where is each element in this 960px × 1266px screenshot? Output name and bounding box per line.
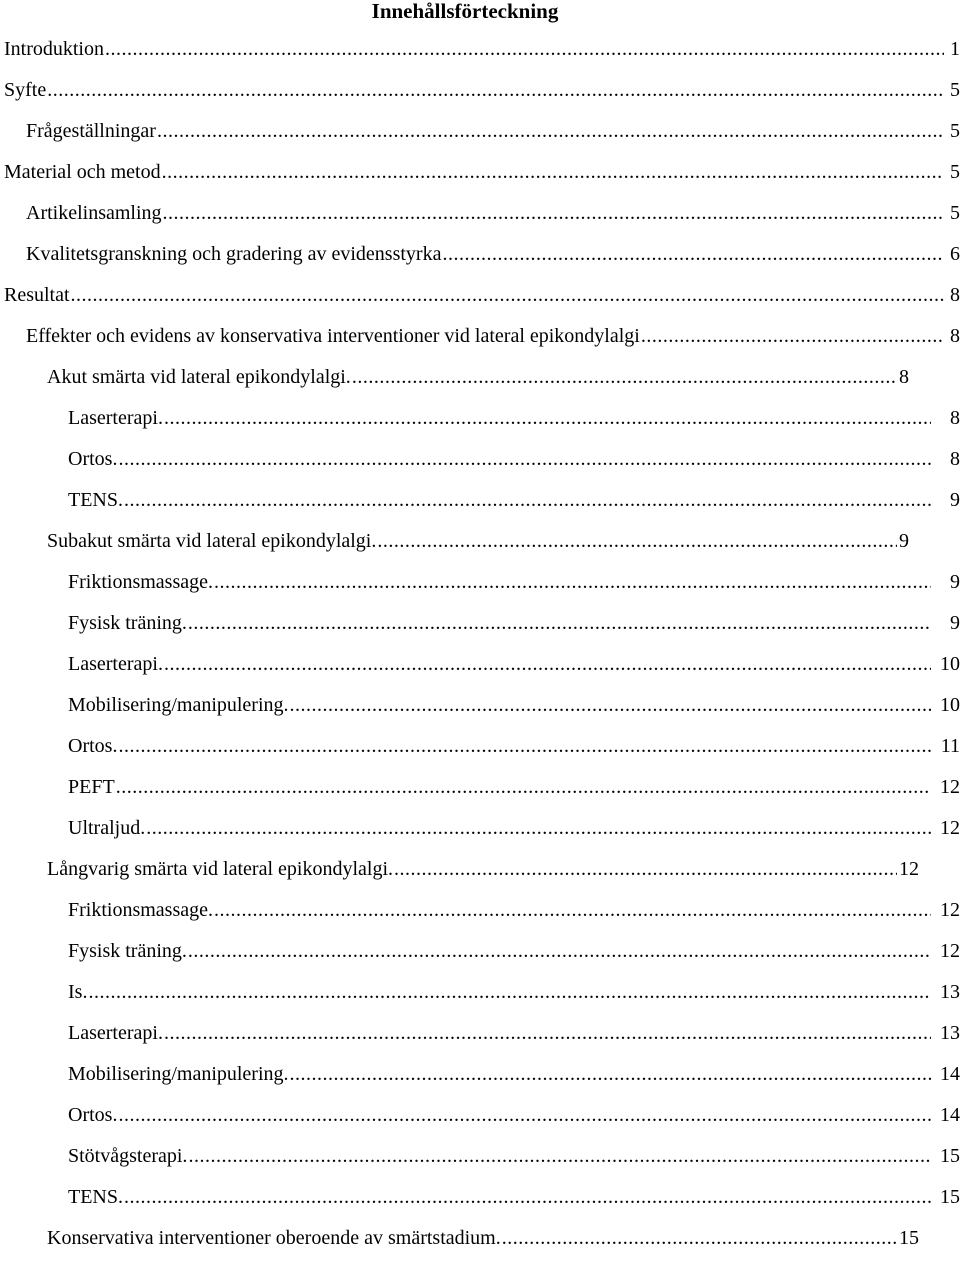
toc-entry-page-number: 12 [940,817,960,839]
dot-leader [188,610,931,636]
dot-leader [188,1143,931,1169]
toc-entry[interactable] [0,569,960,610]
toc-entry-page-number: 13 [940,981,960,1003]
toc-entry-text: Subakut smärta vid lateral epikondylalgi. [47,530,377,552]
toc-entry-text: Stötvågsterapi. [68,1145,188,1167]
dot-leader [164,651,931,677]
toc-entry[interactable] [0,282,960,323]
dot-leader [124,487,931,513]
toc-entry-text: Resultat [4,284,70,306]
dot-leader [124,1184,931,1210]
toc-entry-page-number: 15 [940,1186,960,1208]
toc-entry[interactable] [0,610,960,651]
toc-entry-text: Effekter och evidens av konservativa interventioner vid lateral epikondylalgi [26,325,640,347]
toc-entry-page-number: 5 [950,161,960,183]
toc-entry-text: Friktionsmassage. [68,571,213,593]
toc-entry-text: PEFT [68,776,115,798]
toc-entry[interactable] [0,446,960,487]
dot-leader [214,897,931,923]
dot-leader [118,733,931,759]
toc-entry-page-number: 9 [950,571,960,593]
dot-leader [188,938,931,964]
dot-leader [164,405,931,431]
toc-entry-page-number: 8 [950,448,960,470]
dot-leader [162,159,944,185]
toc-entry[interactable] [0,1102,960,1143]
toc-entry-text: Laserterapi. [68,1022,163,1044]
toc-entry-page-number: 9 [899,530,909,552]
dot-leader [377,528,897,554]
dot-leader [105,36,944,62]
toc-entry[interactable] [0,364,925,405]
toc-entry-page-number: 12 [940,776,960,798]
toc-entry-text: Konservativa interventioner oberoende av smärtstadium. [47,1227,501,1249]
toc-entry[interactable] [0,200,960,241]
toc-entry-page-number: 5 [950,79,960,101]
toc-list [0,36,960,1266]
toc-entry[interactable] [0,979,960,1020]
toc-entry-page-number: 5 [950,120,960,142]
dot-leader [118,1102,931,1128]
dot-leader [116,774,931,800]
toc-entry-text: Friktionsmassage. [68,899,213,921]
toc-entry[interactable] [0,774,960,815]
toc-entry-text: Ortos. [68,1104,118,1126]
toc-entry-text: Material och metod [4,161,161,183]
toc-title: Innehållsförteckning [371,0,559,23]
toc-entry[interactable] [0,241,960,282]
toc-entry-page-number: 14 [940,1104,960,1126]
toc-entry-page-number: 8 [950,284,960,306]
toc-entry-text: Akut smärta vid lateral epikondylalgi. [47,366,351,388]
dot-leader [290,1061,931,1087]
toc-entry-page-number: 15 [940,1145,960,1167]
dot-leader [146,815,931,841]
toc-entry-text: Mobilisering/manipulering. [68,694,289,716]
toc-entry-page-number: 1 [950,38,960,60]
dot-leader [352,364,897,390]
dot-leader [214,569,931,595]
toc-entry[interactable] [0,323,960,364]
toc-entry[interactable] [0,77,960,118]
toc-entry-text: Frågeställningar [26,120,156,142]
toc-entry[interactable] [0,487,960,528]
toc-entry-text: Introduktion [4,38,104,60]
toc-entry-page-number: 12 [899,858,919,880]
toc-entry[interactable] [0,897,960,938]
toc-entry[interactable] [0,856,925,897]
toc-entry-text: Artikelinsamling [26,202,162,224]
toc-entry[interactable] [0,1184,960,1225]
dot-leader [157,118,944,144]
toc-entry[interactable] [0,528,925,569]
toc-entry-text: Fysisk träning. [68,612,187,634]
toc-entry-text: TENS. [68,489,123,511]
toc-entry[interactable] [0,159,960,200]
dot-leader [88,979,931,1005]
dot-leader [290,692,931,718]
toc-entry-text: Fysisk träning. [68,940,187,962]
toc-entry-page-number: 13 [940,1022,960,1044]
dot-leader [394,856,897,882]
toc-entry[interactable] [0,651,960,692]
dot-leader [502,1225,897,1251]
toc-entry-text: Mobilisering/manipulering. [68,1063,289,1085]
toc-entry-page-number: 9 [950,489,960,511]
toc-entry[interactable] [0,1061,960,1102]
toc-entry-text: TENS. [68,1186,123,1208]
dot-leader [163,200,944,226]
toc-entry-page-number: 12 [940,940,960,962]
toc-entry[interactable] [0,118,960,159]
toc-entry[interactable] [0,733,960,774]
toc-entry-text: Långvarig smärta vid lateral epikondylalgi. [47,858,393,880]
toc-entry-text: Kvalitetsgranskning och gradering av evidensstyrka [26,243,442,265]
toc-entry-page-number: 10 [940,653,960,675]
toc-entry-page-number: 6 [950,243,960,265]
toc-entry-text: Ortos. [68,735,118,757]
toc-entry-text: Syfte [4,79,47,101]
toc-entry-page-number: 15 [899,1227,919,1249]
toc-entry-page-number: 8 [950,407,960,429]
toc-entry[interactable] [0,938,960,979]
dot-leader [164,1020,931,1046]
toc-entry-page-number: 11 [940,735,960,757]
toc-entry-page-number: 12 [940,899,960,921]
dot-leader [47,77,944,103]
toc-entry-page-number: 8 [899,366,909,388]
toc-entry[interactable] [0,815,960,856]
toc-entry-page-number: 14 [940,1063,960,1085]
toc-entry-text: Ortos. [68,448,118,470]
toc-entry-text: Laserterapi. [68,653,163,675]
toc-entry[interactable] [0,405,960,446]
dot-leader [118,446,931,472]
toc-entry-page-number: 10 [940,694,960,716]
toc-entry[interactable] [0,1020,960,1061]
toc-entry[interactable] [0,1143,960,1184]
toc-entry-page-number: 5 [950,202,960,224]
toc-entry-text: Ultraljud. [68,817,146,839]
toc-entry-page-number: 9 [950,612,960,634]
toc-entry[interactable] [0,692,960,733]
toc-entry-page-number: 8 [950,325,960,347]
toc-entry[interactable] [0,36,960,77]
dot-leader [71,282,944,308]
dot-leader [442,241,944,267]
toc-entry-text: Is. [68,981,88,1003]
toc-entry-text: Laserterapi. [68,407,163,429]
dot-leader [641,323,944,349]
